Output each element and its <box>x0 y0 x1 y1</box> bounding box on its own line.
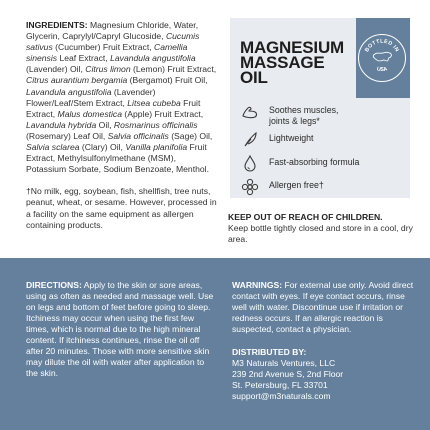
ingredient-text-run: (Cucumber) Fruit Extract, <box>52 42 154 53</box>
water-drop-icon <box>240 154 260 174</box>
ingredient-latin-name: Vanilla planifolia <box>125 142 188 153</box>
ingredient-text-run: (Sage) Oil, <box>168 130 213 141</box>
allergen-note: †No milk, egg, soybean, fish, shellfish, tree nuts, peanut, wheat, or sesame. However, processed in a facility on the same equipment as allergen containing products. <box>26 186 217 230</box>
warnings-label: WARNINGS: <box>232 280 283 290</box>
directions-block <box>26 280 218 379</box>
ingredient-latin-name: Lavandula hybrida <box>26 119 97 130</box>
ingredient-text-run: (Clary) Oil, <box>79 142 126 153</box>
ingredient-text-run: Fruit Extract, <box>26 97 201 119</box>
ingredient-latin-name: Litsea cubeba <box>127 97 181 108</box>
ingredients-block <box>26 20 218 231</box>
muscle-arm-icon <box>240 102 260 122</box>
ingredient-text-run: Leaf Extract, <box>57 53 111 64</box>
distributor-line: St. Petersburg, FL 33701 <box>232 380 328 390</box>
ingredient-text-run: Fruit Extract, Methylsulfonylmethane (MSM), Potassium Sorbate, Sodium Benzoate, Menthol. <box>26 142 209 175</box>
ingredient-latin-name: Citrus aurantium bergamia <box>26 75 128 86</box>
ingredient-text-run: (Lavender) Flower/Leaf/Stem Extract, <box>26 86 156 108</box>
ingredient-latin-name: Salvia sclarea <box>26 142 80 153</box>
product-card <box>230 18 410 198</box>
distributor-block <box>232 347 417 402</box>
allergen-flower-icon <box>240 177 260 197</box>
directions-text: Apply to the skin or sore areas, using as often as needed and massage well. Use on legs and bottom of feet before going to sleep. Itchiness may occur when using the first few times, which is normal due to the high mineral content. If itchiness continues, rinse the oil off after 20 minutes. Those with more sensitive skin may dilute the oil with water after application to the skin. <box>26 280 214 378</box>
storage-text: Keep bottle tightly closed and store in a cool, dry area. <box>228 223 413 244</box>
distributor-line: M3 Naturals Ventures, LLC <box>232 358 336 368</box>
ingredient-text-run: (Apple) Fruit Extract, <box>122 108 204 119</box>
keep-out-heading: KEEP OUT OF REACH OF CHILDREN. <box>228 212 383 222</box>
ingredient-latin-name: Lavandula angustifolia <box>110 53 196 64</box>
benefit-text: Fast-absorbing formula <box>269 157 360 167</box>
warnings-text: For external use only. Avoid direct contact with eyes. If eye contact occurs, rinse well with water. Discontinue use if irritation or redness occurs. If an allergic reaction is suspected, contact a physician. <box>232 280 414 334</box>
keep-out-block <box>228 212 418 245</box>
benefit-text: Lightweight <box>269 133 314 143</box>
svg-text:USA <box>376 66 388 73</box>
ingredients-label: INGREDIENTS: <box>26 20 88 30</box>
distributor-line: 239 2nd Avenue S, 2nd Floor <box>232 369 344 379</box>
ingredient-text-run: (Lemon) Fruit Extract, <box>130 64 217 75</box>
ingredient-latin-name: Rosmarinus officinalis <box>113 119 198 130</box>
product-title-line: MASSAGE <box>240 53 325 72</box>
warnings-block <box>232 280 417 335</box>
ingredient-text-run: (Rosemary) Leaf Oil, <box>26 130 108 141</box>
product-card-header <box>230 18 410 96</box>
ingredient-latin-name: Cucumis sativus <box>26 31 200 53</box>
ingredient-text-run: Oil, <box>96 119 114 130</box>
benefit-text: Allergen free† <box>269 180 324 190</box>
ingredient-latin-name: Camellia sinensis <box>26 42 188 64</box>
bottled-in-usa-seal <box>358 34 406 82</box>
seal-bottom-text: USA <box>375 66 389 74</box>
product-title-line: OIL <box>240 68 268 87</box>
benefit-item <box>238 102 406 126</box>
distributor-label: DISTRIBUTED BY: <box>232 347 307 357</box>
benefit-item <box>238 177 406 197</box>
product-title-line: MAGNESIUM <box>240 38 344 57</box>
ingredient-text-run: (Lavender) Oil, <box>26 64 86 75</box>
ingredient-latin-name: Malus domestica <box>57 108 123 119</box>
ingredients-paragraph <box>26 20 218 175</box>
ingredient-latin-name: Citrus limon <box>85 64 131 75</box>
usa-map-icon <box>359 35 405 81</box>
ingredient-latin-name: Lavandula angustifolia <box>26 86 112 97</box>
benefit-item <box>238 154 406 174</box>
ingredient-latin-name: Salvia officinalis <box>107 130 169 141</box>
benefit-line: Soothes muscles, <box>269 105 339 115</box>
benefit-item <box>238 130 406 150</box>
warnings-column <box>232 280 417 402</box>
svg-text:BOTTLED IN <box>364 39 400 54</box>
ingredient-text-run: Magnesium Chloride, Water, Glycerin, Caprylyl/Capryl Glucoside, <box>26 20 199 42</box>
directions-label: DIRECTIONS: <box>26 280 82 290</box>
seal-top-text: BOTTLED IN <box>364 38 400 54</box>
benefit-text <box>269 105 338 126</box>
ingredient-text-run: (Bergamot) Fruit Oil, <box>127 75 208 86</box>
ingredients-text <box>26 20 216 174</box>
label-bottom-panel <box>0 258 430 430</box>
support-email-link[interactable]: support@m3naturals.com <box>232 391 331 401</box>
product-title <box>240 40 360 85</box>
benefit-line: joints & legs* <box>269 115 320 126</box>
feather-icon <box>240 130 260 150</box>
seal-banner <box>356 18 410 98</box>
